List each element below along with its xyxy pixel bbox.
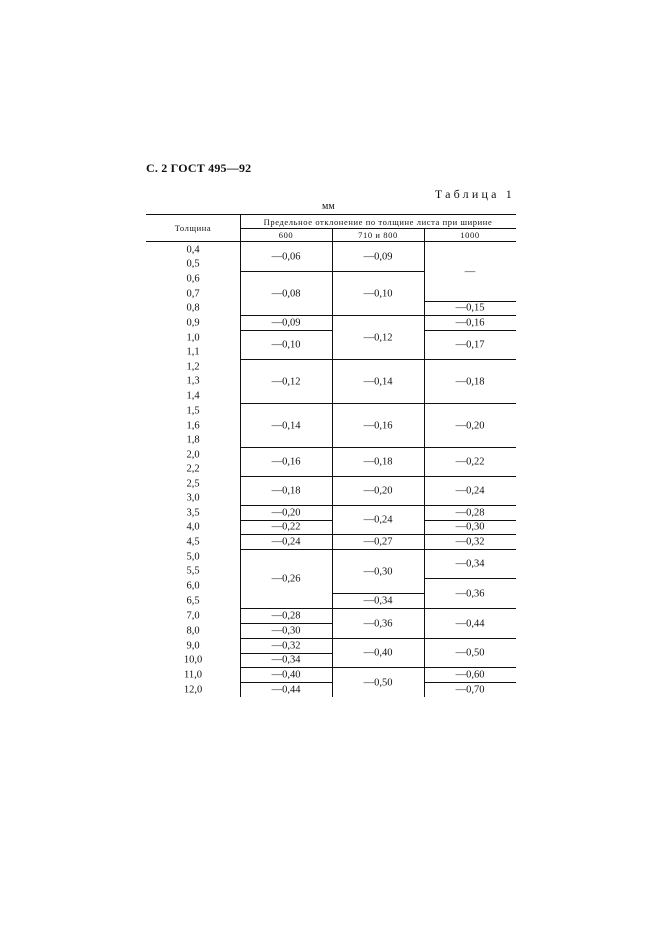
table-rule <box>424 682 516 683</box>
deviation-710-800: —0,27 <box>363 536 393 548</box>
table-rule <box>424 315 516 316</box>
table-rule <box>332 534 424 535</box>
table-rule <box>424 505 516 506</box>
deviation-710-800: —0,36 <box>363 618 393 629</box>
thickness-value: 1,0 <box>186 332 200 344</box>
table-rule <box>240 359 332 360</box>
thickness-value: 4,0 <box>186 521 200 533</box>
deviation-710-800: —0,20 <box>363 485 393 497</box>
thickness-value: 0,7 <box>186 288 200 300</box>
table-rule <box>240 403 332 404</box>
table-rule <box>240 330 332 331</box>
deviation-710-800: —0,18 <box>363 456 393 468</box>
deviation-600: —0,22 <box>271 521 301 533</box>
thickness-value: 1,5 <box>186 405 200 417</box>
thickness-value: 5,0 <box>186 551 200 563</box>
thickness-value: 12,0 <box>183 684 203 696</box>
table-rule <box>424 549 516 550</box>
deviation-600: —0,28 <box>271 610 301 622</box>
thickness-value: 9,0 <box>186 640 200 652</box>
table-rule <box>332 549 424 550</box>
deviation-710-800: —0,34 <box>363 595 393 607</box>
deviation-710-800: —0,50 <box>363 677 393 688</box>
table-rule <box>146 214 516 215</box>
table-rule <box>424 403 516 404</box>
deviation-710-800: —0,24 <box>363 514 393 526</box>
thickness-value: 1,2 <box>186 361 200 373</box>
table-rule <box>240 271 332 272</box>
thickness-value: 0,9 <box>186 317 200 329</box>
table-rule <box>240 682 332 683</box>
thickness-value: 0,8 <box>186 302 200 314</box>
table-rule <box>332 608 424 609</box>
deviation-1000: —0,22 <box>455 456 485 468</box>
deviation-710-800: —0,09 <box>363 251 393 263</box>
deviation-1000: —0,70 <box>455 684 485 696</box>
deviation-600: —0,12 <box>271 376 301 387</box>
width-710-800-header: 710 и 800 <box>358 230 398 240</box>
table-rule <box>424 578 516 579</box>
table-rule <box>240 476 332 477</box>
table-rule <box>424 667 516 668</box>
table-rule <box>240 608 332 609</box>
deviation-600: —0,09 <box>271 317 301 329</box>
deviation-710-800: —0,12 <box>363 332 393 343</box>
table-rule <box>240 638 332 639</box>
deviation-1000: —0,16 <box>455 317 485 329</box>
deviation-600: —0,30 <box>271 625 301 637</box>
deviation-1000: —0,32 <box>455 536 485 548</box>
deviation-600: —0,32 <box>271 640 301 652</box>
table-rule <box>332 667 424 668</box>
thickness-value: 1,3 <box>186 375 200 387</box>
table-rule <box>332 403 424 404</box>
thickness-value: 1,1 <box>186 346 200 358</box>
deviation-710-800: —0,14 <box>363 376 393 387</box>
table-rule <box>332 271 424 272</box>
deviation-600: —0,40 <box>271 669 301 681</box>
thickness-value: 1,4 <box>186 390 200 402</box>
thickness-value: 4,5 <box>186 536 200 548</box>
thickness-value: 0,4 <box>186 244 200 256</box>
thickness-value: 3,0 <box>186 492 200 504</box>
table-rule <box>240 623 332 624</box>
table-rule <box>424 638 516 639</box>
thickness-value: 2,5 <box>186 478 200 490</box>
deviation-600: —0,10 <box>271 339 301 351</box>
table-rule <box>240 228 516 229</box>
thickness-value: 0,6 <box>186 273 200 285</box>
deviation-1000: —0,44 <box>455 618 485 629</box>
deviation-710-800: —0,40 <box>363 647 393 659</box>
table-rule <box>424 359 516 360</box>
table-rule <box>332 359 424 360</box>
col-deviation-header: Предельное отклонение по толщине листа при ширине <box>263 217 493 227</box>
deviation-1000: —0,15 <box>455 302 485 314</box>
table-rule <box>332 638 424 639</box>
table-rule <box>240 505 332 506</box>
table-rule <box>332 593 424 594</box>
table-rule <box>240 315 332 316</box>
thickness-value: 11,0 <box>184 669 202 681</box>
deviation-600: —0,44 <box>271 684 301 696</box>
page-header: С. 2 ГОСТ 495—92 <box>146 161 252 175</box>
units-label: мм <box>322 201 335 212</box>
deviation-600: —0,06 <box>271 251 301 263</box>
deviation-1000: —0,17 <box>455 339 485 351</box>
deviation-600: —0,14 <box>271 420 301 431</box>
table-rule <box>332 315 424 316</box>
col-thickness-header: Толщина <box>174 223 212 233</box>
table-caption: Таблица 1 <box>434 187 515 201</box>
table-rule <box>424 330 516 331</box>
width-1000-header: 1000 <box>460 230 480 240</box>
thickness-value: 0,5 <box>186 258 200 270</box>
deviation-1000: —0,60 <box>455 669 485 681</box>
thickness-value: 5,5 <box>186 565 200 577</box>
thickness-value: 8,0 <box>186 625 200 637</box>
thickness-value: 7,0 <box>186 610 200 622</box>
table-rule <box>424 476 516 477</box>
deviation-600: —0,26 <box>271 573 301 585</box>
deviation-1000: —0,36 <box>455 588 485 599</box>
deviation-600: —0,16 <box>271 456 301 468</box>
deviation-600: —0,18 <box>271 485 301 497</box>
table-rule <box>332 476 424 477</box>
deviation-710-800: —0,10 <box>363 288 393 299</box>
deviation-600: —0,34 <box>271 654 301 666</box>
deviation-600: —0,20 <box>271 507 301 519</box>
deviation-600: —0,24 <box>271 536 301 548</box>
table-rule <box>146 241 516 242</box>
deviation-1000: —0,24 <box>455 485 485 497</box>
thickness-value: 6,5 <box>186 595 200 607</box>
thickness-value: 3,5 <box>186 507 200 519</box>
table-rule <box>240 534 332 535</box>
table-rule <box>424 447 516 448</box>
deviation-1000: —0,20 <box>455 420 485 431</box>
table-rule <box>424 608 516 609</box>
deviation-1000: —0,34 <box>455 558 485 570</box>
table-rule <box>332 505 424 506</box>
thickness-value: 10,0 <box>183 654 203 666</box>
deviation-600: —0,08 <box>271 288 301 299</box>
deviation-1000: —0,50 <box>455 647 485 659</box>
width-600-header: 600 <box>278 230 294 240</box>
thickness-value: 6,0 <box>186 580 200 592</box>
thickness-value: 1,6 <box>186 420 200 432</box>
deviation-1000: —0,28 <box>455 507 485 519</box>
thickness-value: 2,0 <box>186 449 200 461</box>
table-rule <box>240 667 332 668</box>
deviation-1000: —0,30 <box>455 521 485 533</box>
deviation-1000: —0,18 <box>455 376 485 387</box>
table-rule <box>424 534 516 535</box>
thickness-value: 1,8 <box>186 434 200 446</box>
deviation-710-800: —0,30 <box>363 566 393 577</box>
table-rule <box>240 447 332 448</box>
table-rule <box>240 549 332 550</box>
table-rule <box>332 447 424 448</box>
thickness-value: 2,2 <box>186 463 200 475</box>
deviation-710-800: —0,16 <box>363 420 393 431</box>
deviation-1000: — <box>464 266 476 278</box>
